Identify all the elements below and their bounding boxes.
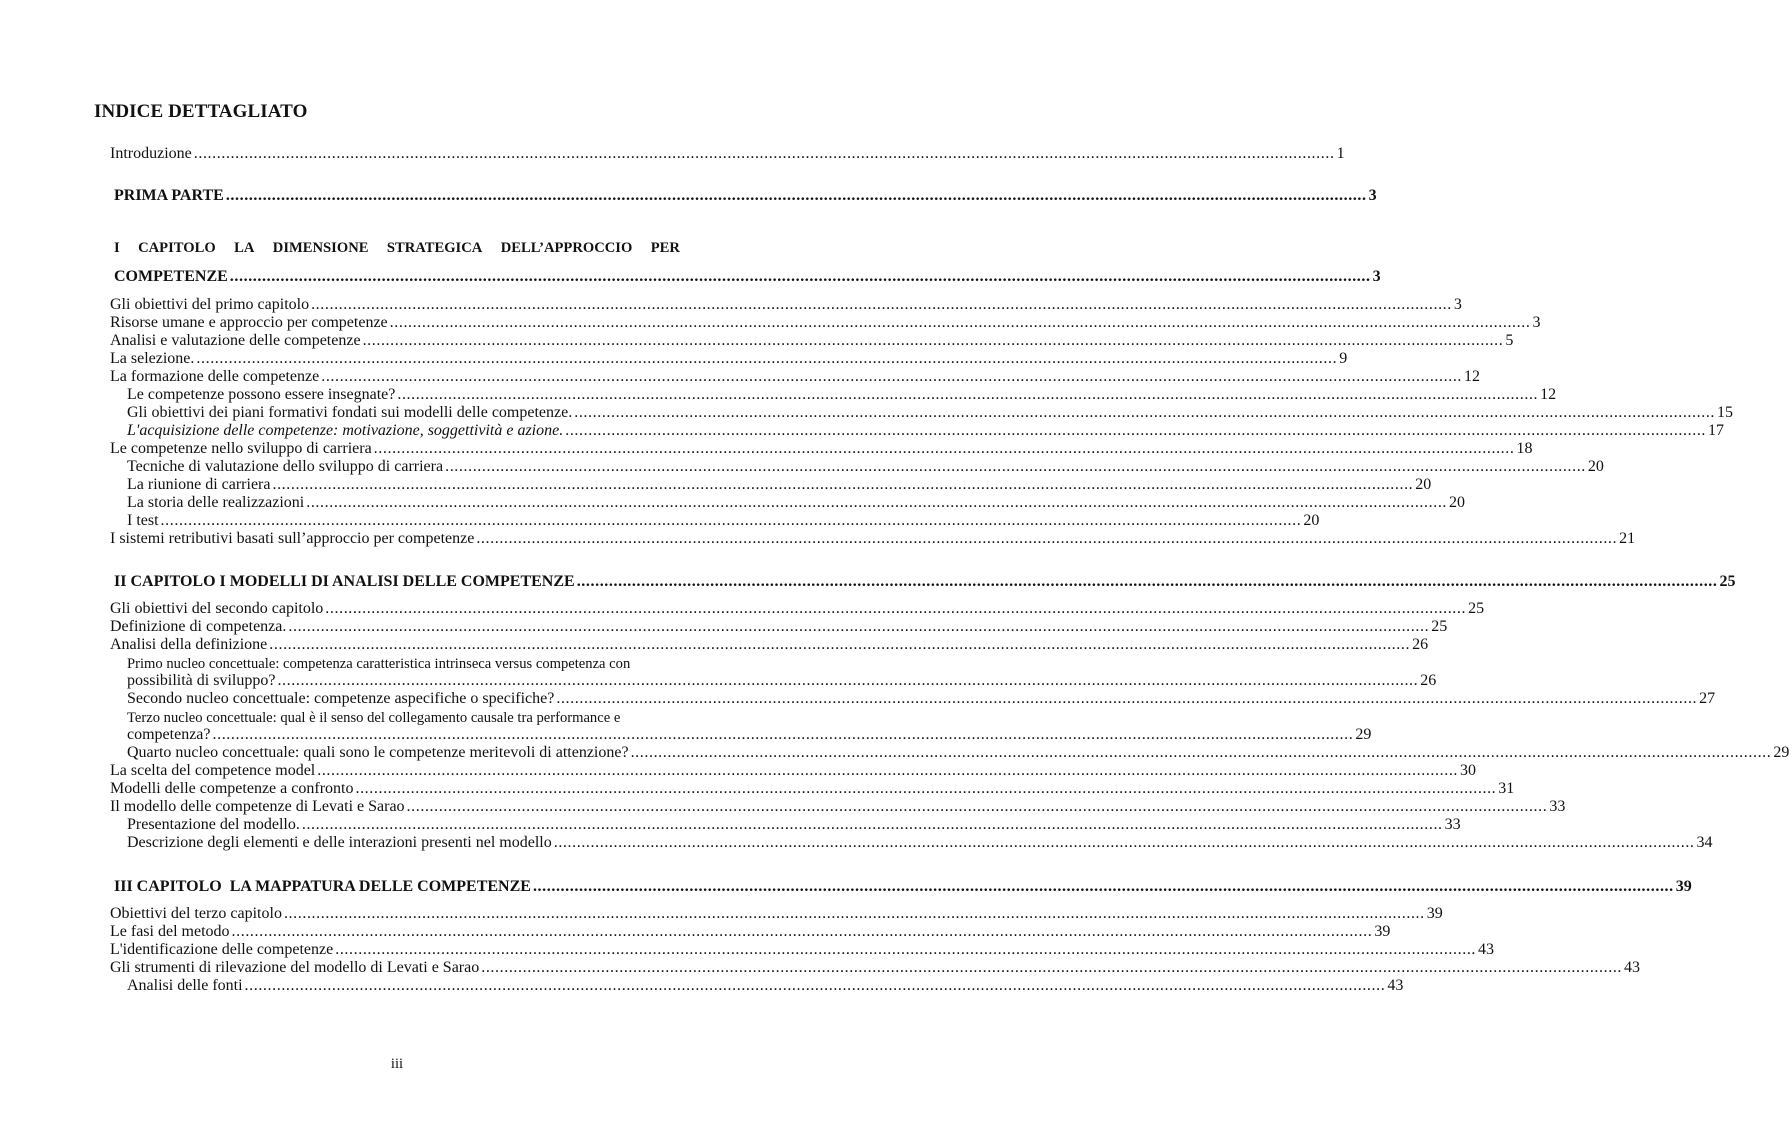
toc-entry-text: I test xyxy=(127,512,159,529)
toc-dot-leader xyxy=(213,726,1354,744)
toc-entry-text: L'identificazione delle competenze xyxy=(110,941,334,958)
toc-dot-leader xyxy=(374,440,1515,458)
toc-entry-text: Analisi della definizione xyxy=(110,636,268,653)
page-number: iii xyxy=(390,1056,404,1072)
toc-subentry-line1: Primo nucleo concettuale: competenza caratteristica intrinseca versus competenza con xyxy=(127,656,631,672)
toc-entry-text: La scelta del competence model xyxy=(110,762,316,779)
toc-entry-text: La riunione di carriera xyxy=(127,476,271,493)
toc-subentry[interactable] xyxy=(127,458,1604,476)
toc-entry-page: 1 xyxy=(1336,145,1345,162)
toc-entry-text: La formazione delle competenze xyxy=(110,368,320,385)
heading-word: DIMENSIONE xyxy=(272,240,369,256)
toc-dot-leader xyxy=(577,573,1718,591)
toc-entry-text: Analisi delle fonti xyxy=(127,977,243,994)
toc-entry-page: 33 xyxy=(1549,798,1566,815)
toc-entry[interactable] xyxy=(110,941,1495,959)
toc-entry[interactable] xyxy=(110,636,1429,654)
toc-entry-page: 12 xyxy=(1540,386,1557,403)
toc-dot-leader xyxy=(481,959,1622,977)
toc-entry-text: competenza? xyxy=(127,726,211,743)
toc-entry-page: 25 xyxy=(1468,600,1485,617)
toc-dot-leader xyxy=(161,512,1302,530)
toc-entry-text: L'acquisizione delle competenze: motivazione, soggettività e azione. xyxy=(127,422,564,439)
toc-dot-leader xyxy=(476,530,1617,548)
toc-dot-leader xyxy=(554,834,1695,852)
toc-entry-text: Quarto nucleo concettuale: quali sono le competenze meritevoli di attenzione? xyxy=(127,744,629,761)
toc-subentry[interactable] xyxy=(127,726,1372,744)
toc-entry-prima-parte[interactable] xyxy=(114,187,1377,205)
heading-word: PER xyxy=(650,240,680,256)
toc-subentry-line1: Terzo nucleo concettuale: qual è il senso del collegamento causale tra performance e xyxy=(127,710,621,726)
chapter-1-heading-line2[interactable] xyxy=(114,268,1381,286)
heading-word: I xyxy=(114,240,120,256)
toc-dot-leader xyxy=(284,905,1425,923)
toc-entry-page: 20 xyxy=(1415,476,1432,493)
toc-entry-page: 3 xyxy=(1372,268,1381,285)
toc-entry-text: Gli obiettivi del secondo capitolo xyxy=(110,600,324,617)
toc-dot-leader xyxy=(355,780,1496,798)
toc-entry-text: Tecniche di valutazione dello sviluppo di carriera xyxy=(127,458,444,475)
toc-subentry[interactable] xyxy=(127,494,1466,512)
toc-entry[interactable] xyxy=(110,600,1485,618)
heading-word: DELL’APPROCCIO xyxy=(500,240,633,256)
toc-entry-text: Introduzione xyxy=(110,145,192,162)
toc-entry[interactable] xyxy=(110,798,1566,816)
toc-entry[interactable] xyxy=(110,780,1515,798)
toc-dot-leader xyxy=(335,941,1476,959)
heading-word: LA xyxy=(234,240,255,256)
toc-entry-page: 39 xyxy=(1426,905,1443,922)
toc-entry[interactable] xyxy=(110,296,1462,314)
chapter-3-heading[interactable] xyxy=(114,878,1692,896)
toc-entry-page: 12 xyxy=(1464,368,1481,385)
toc-entry-page: 43 xyxy=(1387,977,1404,994)
toc-entry-page: 39 xyxy=(1675,878,1692,895)
toc-entry-page: 26 xyxy=(1412,636,1429,653)
toc-dot-leader xyxy=(397,386,1538,404)
toc-entry-text: II CAPITOLO I MODELLI DI ANALISI DELLE COMPETENZE xyxy=(114,573,575,590)
toc-subentry[interactable] xyxy=(127,476,1432,494)
toc-entry[interactable] xyxy=(110,350,1348,368)
toc-entry-page: 27 xyxy=(1699,690,1716,707)
toc-entry-page: 33 xyxy=(1444,816,1461,833)
toc-entry-page: 20 xyxy=(1303,512,1320,529)
page-title: INDICE DETTAGLIATO xyxy=(94,101,308,122)
toc-dot-leader xyxy=(306,494,1447,512)
toc-entry-text: Definizione di competenza. xyxy=(110,618,287,635)
toc-entry[interactable] xyxy=(110,959,1641,977)
toc-entry-page: 18 xyxy=(1516,440,1533,457)
toc-entry[interactable] xyxy=(110,618,1448,636)
toc-entry-page: 30 xyxy=(1460,762,1477,779)
toc-subentry[interactable] xyxy=(127,744,1789,762)
toc-entry-page: 43 xyxy=(1478,941,1495,958)
toc-dot-leader xyxy=(232,923,1373,941)
toc-entry-page: 20 xyxy=(1587,458,1604,475)
toc-entry-text: Le competenze possono essere insegnate? xyxy=(127,386,396,403)
chapter-2-heading[interactable] xyxy=(114,573,1736,591)
toc-entry-text: III CAPITOLO LA MAPPATURA DELLE COMPETENZE xyxy=(114,878,531,895)
toc-entry-text: Secondo nucleo concettuale: competenze aspecifiche o specifiche? xyxy=(127,690,555,707)
toc-entry-page: 3 xyxy=(1532,314,1541,331)
toc-entry-page: 15 xyxy=(1717,404,1734,421)
toc-entry-page: 20 xyxy=(1449,494,1466,511)
toc-entry[interactable] xyxy=(110,314,1541,332)
toc-entry-text: Descrizione degli elementi e delle interazioni presenti nel modello xyxy=(127,834,552,851)
toc-entry[interactable] xyxy=(110,530,1636,548)
toc-dot-leader xyxy=(574,404,1715,422)
toc-dot-leader xyxy=(230,268,1371,286)
toc-entry-page: 26 xyxy=(1420,672,1437,689)
toc-dot-leader xyxy=(556,690,1697,708)
chapter-1-heading-line1[interactable] xyxy=(114,238,680,258)
toc-subentry[interactable] xyxy=(127,977,1404,995)
toc-subentry[interactable] xyxy=(127,422,1725,440)
toc-dot-leader xyxy=(631,744,1772,762)
toc-entry-page: 29 xyxy=(1355,726,1372,743)
toc-dot-leader xyxy=(321,368,1462,386)
heading-word: CAPITOLO xyxy=(138,240,216,256)
toc-dot-leader xyxy=(311,296,1452,314)
toc-dot-leader xyxy=(272,476,1413,494)
toc-subentry[interactable] xyxy=(127,672,1437,690)
toc-entry-text: Modelli delle competenze a confronto xyxy=(110,780,354,797)
toc-entry-page: 21 xyxy=(1619,530,1636,547)
toc-dot-leader xyxy=(390,314,1531,332)
toc-entry-page: 17 xyxy=(1708,422,1725,439)
toc-dot-leader xyxy=(269,636,1410,654)
toc-dot-leader xyxy=(194,145,1335,163)
toc-entry-text: Gli strumenti di rilevazione del modello di Levati e Sarao xyxy=(110,959,480,976)
toc-entry-text: COMPETENZE xyxy=(114,268,228,285)
toc-dot-leader xyxy=(533,878,1674,896)
toc-dot-leader xyxy=(317,762,1458,780)
toc-dot-leader xyxy=(565,422,1706,440)
toc-subentry[interactable] xyxy=(127,834,1713,852)
toc-entry[interactable] xyxy=(110,905,1443,923)
toc-entry-text: Analisi e valutazione delle competenze xyxy=(110,332,361,349)
toc-entry-page: 25 xyxy=(1719,573,1736,590)
toc-subentry[interactable] xyxy=(127,690,1716,708)
toc-dot-leader xyxy=(325,600,1466,618)
toc-entry-text: Risorse umane e approccio per competenze xyxy=(110,314,388,331)
toc-entry-text: La storia delle realizzazioni xyxy=(127,494,305,511)
toc-entry-text: La selezione. xyxy=(110,350,195,367)
toc-entry-page: 34 xyxy=(1696,834,1713,851)
toc-dot-leader xyxy=(445,458,1586,476)
toc-entry-page: 3 xyxy=(1368,187,1377,204)
toc-entry-page: 25 xyxy=(1431,618,1448,635)
toc-dot-leader xyxy=(196,350,1337,368)
toc-subentry[interactable] xyxy=(127,386,1557,404)
toc-entry[interactable] xyxy=(110,368,1481,386)
toc-entry-text: possibilità di sviluppo? xyxy=(127,672,276,689)
toc-subentry[interactable] xyxy=(127,512,1320,530)
toc-entry[interactable] xyxy=(110,923,1391,941)
toc-entry-text: Le fasi del metodo xyxy=(110,923,230,940)
toc-entry-page: 31 xyxy=(1498,780,1515,797)
toc-entry-page: 9 xyxy=(1339,350,1348,367)
heading-word: STRATEGICA xyxy=(386,240,483,256)
toc-entry-text: Il modello delle competenze di Levati e Sarao xyxy=(110,798,405,815)
toc-entry-text: Presentazione del modello. xyxy=(127,816,300,833)
toc-dot-leader xyxy=(245,977,1386,995)
toc-dot-leader xyxy=(277,672,1418,690)
toc-subentry[interactable] xyxy=(127,816,1461,834)
toc-entry-page: 29 xyxy=(1773,744,1789,761)
toc-dot-leader xyxy=(363,332,1504,350)
toc-entry[interactable] xyxy=(110,332,1514,350)
toc-entry-page: 39 xyxy=(1374,923,1391,940)
toc-entry-text: I sistemi retributivi basati sull’approccio per competenze xyxy=(110,530,475,547)
toc-subentry[interactable] xyxy=(127,404,1734,422)
toc-dot-leader xyxy=(407,798,1548,816)
toc-entry-page: 43 xyxy=(1624,959,1641,976)
toc-entry-text: Gli obiettivi dei piani formativi fondati sui modelli delle competenze. xyxy=(127,404,573,421)
toc-entry[interactable] xyxy=(110,762,1477,780)
toc-dot-leader xyxy=(226,187,1367,205)
toc-entry-introduzione[interactable] xyxy=(110,145,1345,163)
toc-entry-text: Obiettivi del terzo capitolo xyxy=(110,905,282,922)
toc-entry-page: 3 xyxy=(1453,296,1462,313)
toc-entry[interactable] xyxy=(110,440,1533,458)
toc-entry-text: PRIMA PARTE xyxy=(114,187,224,204)
toc-entry-page: 5 xyxy=(1505,332,1514,349)
toc-entry-text: Gli obiettivi del primo capitolo xyxy=(110,296,310,313)
toc-dot-leader xyxy=(288,618,1429,636)
toc-entry-text: Le competenze nello sviluppo di carriera xyxy=(110,440,372,457)
toc-dot-leader xyxy=(302,816,1443,834)
